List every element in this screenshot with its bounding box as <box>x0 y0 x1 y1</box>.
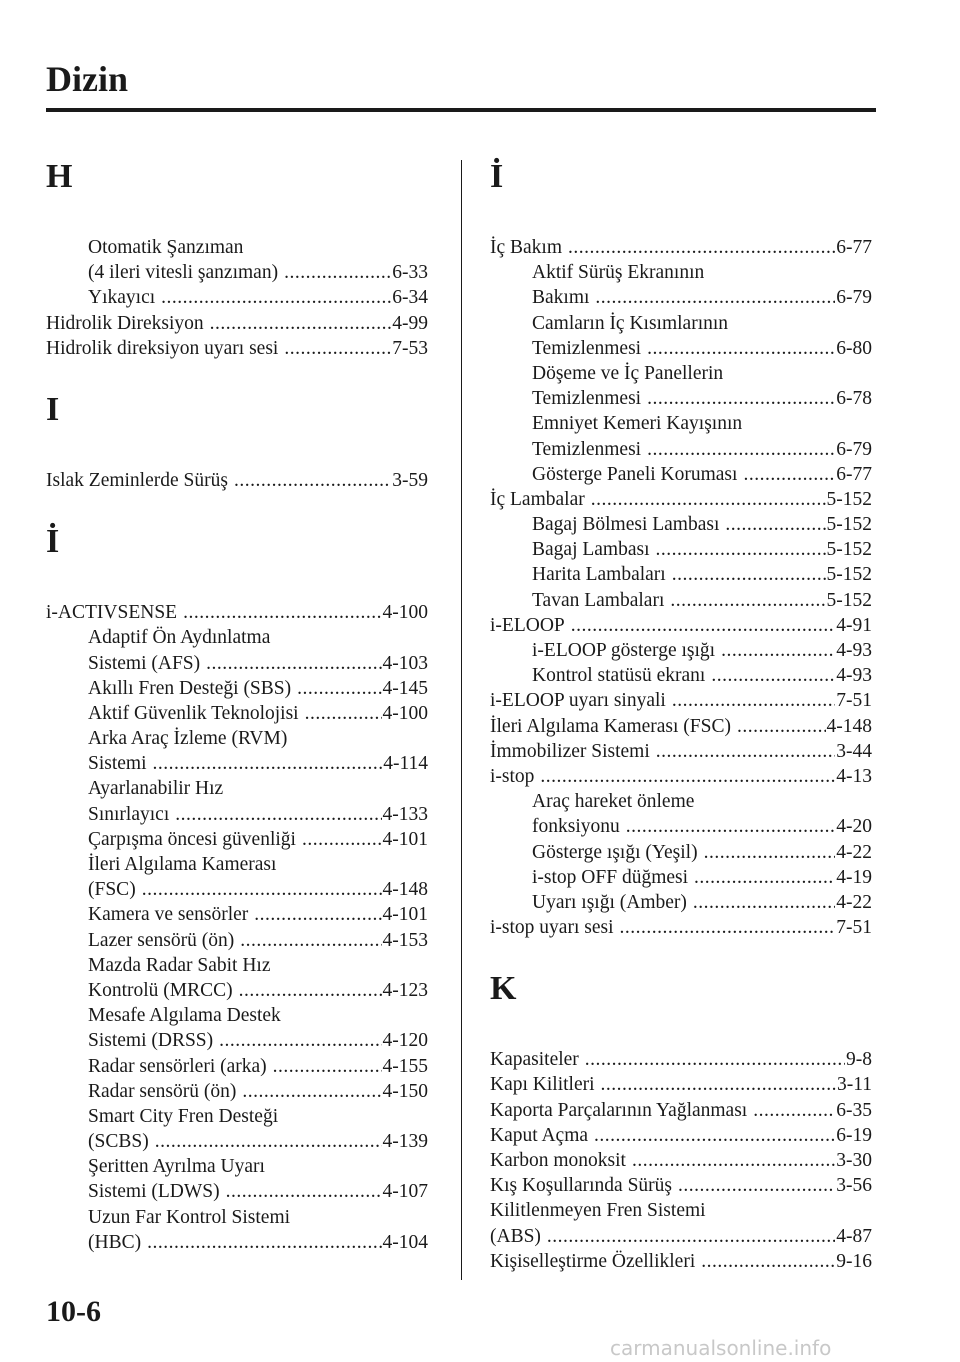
header-rule <box>46 108 876 112</box>
index-entry <box>490 1148 872 1173</box>
index-column-left <box>46 145 428 1255</box>
entry-label: i-stop uyarı sesi <box>490 917 614 939</box>
entry-label: İmmobilizer Sistemi <box>490 740 650 762</box>
index-entry <box>490 1173 872 1198</box>
dot-leader <box>240 928 381 953</box>
entry-page-ref: 6-77 <box>836 463 872 485</box>
index-subentry <box>46 1179 428 1204</box>
entry-page-ref: 4-93 <box>836 640 872 661</box>
entry-label: i-ACTIVSENSE <box>46 602 178 624</box>
dot-leader <box>242 1079 381 1104</box>
entry-label: Araç hareket önleme <box>532 791 695 813</box>
entry-label: Aktif Sürüş Ekranının <box>532 262 705 284</box>
dot-leader <box>547 1224 835 1249</box>
entry-label: İleri Algılama Kamerası (FSC) <box>490 715 731 737</box>
dot-leader <box>142 877 382 902</box>
entry-label: Bakımı <box>532 287 590 309</box>
dot-leader <box>647 336 835 361</box>
index-entry <box>490 1047 872 1072</box>
dot-leader <box>594 1123 835 1148</box>
entry-label: Döşeme ve İç Panellerin <box>532 362 724 384</box>
index-entry <box>46 336 428 361</box>
dot-leader <box>297 676 381 701</box>
entry-label: Sistemi (DRSS) <box>88 1030 214 1052</box>
index-subentry <box>46 285 428 310</box>
section-letter: İ <box>490 158 504 195</box>
entry-page-ref: 4-133 <box>382 803 428 825</box>
entry-label: Akıllı Fren Desteği (SBS) <box>88 677 292 699</box>
index-subentry <box>46 928 428 953</box>
index-entry <box>46 468 428 493</box>
index-section <box>46 392 428 508</box>
entry-page-ref: 4-107 <box>382 1181 428 1203</box>
entry-page-ref: 4-123 <box>382 979 428 1001</box>
index-subentry <box>490 562 872 587</box>
index-subentry <box>46 902 428 927</box>
entry-label: Ayarlanabilir Hız <box>88 778 224 800</box>
entry-label: (HBC) <box>88 1231 142 1253</box>
entry-label: Kilitlenmeyen Fren Sistemi <box>490 1200 706 1222</box>
dot-leader <box>305 701 382 726</box>
index-entry <box>490 915 872 940</box>
entry-label: Sistemi (AFS) <box>88 652 201 674</box>
index-section <box>490 159 872 955</box>
entry-label: Gösterge Paneli Koruması <box>532 463 738 485</box>
dot-leader <box>153 751 383 776</box>
dot-leader <box>694 865 835 890</box>
entry-label: Kış Koşullarında Sürüş <box>490 1175 672 1197</box>
section-letter: I <box>46 390 60 428</box>
entry-page-ref: 6-34 <box>392 287 428 309</box>
dot-leader <box>206 651 381 676</box>
entry-page-ref: 4-153 <box>382 929 428 951</box>
entry-page-ref: 3-59 <box>392 469 428 491</box>
entry-page-ref: 6-35 <box>836 1099 872 1121</box>
index-subentry <box>46 676 428 701</box>
index-subentry <box>490 814 872 839</box>
index-subentry <box>490 386 872 411</box>
dot-leader <box>585 1047 845 1072</box>
entry-page-ref: 6-77 <box>836 237 872 258</box>
entry-page-ref: 4-139 <box>382 1131 428 1153</box>
index-subentry <box>490 311 872 336</box>
dot-leader <box>647 386 835 411</box>
index-subentry <box>46 877 428 902</box>
dot-leader <box>656 739 835 764</box>
dot-leader <box>701 1249 835 1274</box>
entry-label: Çarpışma öncesi güvenliği <box>88 828 296 850</box>
entry-label: i-ELOOP <box>490 614 565 636</box>
watermark: carmanualsonline.info <box>610 1336 832 1360</box>
entry-label: i-stop <box>490 765 535 787</box>
index-subentry <box>46 701 428 726</box>
index-subentry <box>490 638 872 663</box>
entry-label: Kapasiteler <box>490 1049 579 1071</box>
index-entry <box>490 714 872 739</box>
entry-page-ref: 4-101 <box>382 828 428 850</box>
entry-page-ref: 4-13 <box>836 765 872 787</box>
index-subentry <box>490 411 872 436</box>
dot-leader <box>183 600 381 625</box>
index-subentry <box>46 651 428 676</box>
section-letter: H <box>46 158 73 195</box>
index-subentry <box>46 235 428 260</box>
entry-page-ref: 4-150 <box>382 1080 428 1102</box>
entry-label: Sınırlayıcı <box>88 803 170 825</box>
index-entry <box>490 1224 872 1249</box>
entry-page-ref: 3-11 <box>836 1074 872 1096</box>
entry-label: Kamera ve sensörler <box>88 904 249 926</box>
index-subentry <box>46 1028 428 1053</box>
index-subentry <box>46 776 428 801</box>
dot-leader <box>175 802 381 827</box>
entry-label: Kontrol statüsü ekranı <box>532 665 706 687</box>
entry-label: Sistemi (LDWS) <box>88 1181 220 1203</box>
dot-leader <box>210 311 392 336</box>
entry-page-ref: 5-152 <box>826 488 872 510</box>
entry-label: Emniyet Kemeri Kayışının <box>532 413 743 435</box>
index-subentry <box>490 890 872 915</box>
entry-label: İç Bakım <box>490 237 563 258</box>
section-gap <box>490 940 872 955</box>
dot-leader <box>672 688 835 713</box>
entry-label: Radar sensörleri (arka) <box>88 1055 267 1077</box>
index-entry <box>490 764 872 789</box>
entry-page-ref: 7-51 <box>836 690 872 712</box>
index-entry <box>490 613 872 638</box>
entry-page-ref: 4-104 <box>382 1231 428 1253</box>
dot-leader <box>721 638 835 663</box>
index-subentry <box>490 512 872 537</box>
entry-page-ref: 4-100 <box>382 602 428 624</box>
dot-leader <box>743 462 835 487</box>
index-entry <box>490 1072 872 1097</box>
entry-page-ref: 4-145 <box>382 677 428 699</box>
dot-leader <box>601 1072 836 1097</box>
index-subentry <box>46 751 428 776</box>
entry-page-ref: 4-87 <box>836 1225 872 1247</box>
index-entry <box>46 600 428 625</box>
index-subentry <box>46 953 428 978</box>
entry-label: Tavan Lambaları <box>532 589 665 611</box>
entry-page-ref: 6-79 <box>836 438 872 460</box>
dot-leader <box>161 285 391 310</box>
entry-page-ref: 4-22 <box>836 891 872 913</box>
entry-page-ref: 5-152 <box>826 589 872 611</box>
entry-page-ref: 6-80 <box>836 337 872 359</box>
entry-label: Uzun Far Kontrol Sistemi <box>88 1206 291 1228</box>
index-entry <box>490 1249 872 1274</box>
entry-label: Gösterge ışığı (Yeşil) <box>532 841 698 863</box>
entry-label: Radar sensörü (ön) <box>88 1080 237 1102</box>
entry-page-ref: 4-114 <box>383 753 428 775</box>
index-column-right <box>490 145 872 1274</box>
dot-leader <box>155 1129 382 1154</box>
entry-page-ref: 3-56 <box>836 1175 872 1197</box>
index-subentry <box>490 789 872 814</box>
dot-leader <box>711 663 835 688</box>
entry-label: (FSC) <box>88 879 136 901</box>
entry-label: Temizlenmesi <box>532 438 642 460</box>
entry-label: Hidrolik direksiyon uyarı sesi <box>46 337 279 359</box>
entry-page-ref: 4-120 <box>382 1030 428 1052</box>
index-subentry <box>46 726 428 751</box>
dot-leader <box>284 260 391 285</box>
entry-label: Camların İç Kısımlarının <box>532 312 729 334</box>
entry-page-ref: 4-22 <box>836 841 872 863</box>
index-subentry <box>46 978 428 1003</box>
index-subentry <box>46 1079 428 1104</box>
entry-page-ref: 7-51 <box>836 917 872 939</box>
index-subentry <box>490 462 872 487</box>
dot-leader <box>737 714 826 739</box>
index-subentry <box>490 285 872 310</box>
index-subentry <box>46 1003 428 1028</box>
dot-leader <box>753 1098 835 1123</box>
page-number: 10-6 <box>46 1295 101 1328</box>
dot-leader <box>591 487 826 512</box>
entry-label: i-ELOOP gösterge ışığı <box>532 640 716 661</box>
entry-page-ref: 4-148 <box>826 715 872 737</box>
dot-leader <box>568 235 835 260</box>
entry-label: Sistemi <box>88 753 147 775</box>
dot-leader <box>725 512 825 537</box>
index-section <box>46 524 428 1255</box>
index-subentry <box>490 663 872 688</box>
index-subentry <box>46 260 428 285</box>
dot-leader <box>147 1230 381 1255</box>
entry-label: fonksiyonu <box>532 816 620 838</box>
index-subentry <box>46 1154 428 1179</box>
entry-label: Bagaj Bölmesi Lambası <box>532 514 720 536</box>
entry-page-ref: 4-100 <box>382 702 428 724</box>
index-subentry <box>46 827 428 852</box>
dot-leader <box>656 537 826 562</box>
index-subentry <box>46 1129 428 1154</box>
section-letter: İ <box>46 523 60 561</box>
entry-page-ref: 6-78 <box>836 388 872 410</box>
entry-label: Hidrolik Direksiyon <box>46 312 204 334</box>
entry-page-ref: 5-152 <box>826 564 872 586</box>
entry-label: Otomatik Şanzıman <box>88 237 244 258</box>
index-subentry <box>46 802 428 827</box>
index-subentry <box>46 625 428 650</box>
dot-leader <box>226 1179 382 1204</box>
index-subentry <box>490 865 872 890</box>
section-gap <box>46 493 428 508</box>
index-entry <box>490 487 872 512</box>
entry-label: Mazda Radar Sabit Hız <box>88 954 271 976</box>
entry-label: (SCBS) <box>88 1131 149 1153</box>
entry-label: Harita Lambaları <box>532 564 666 586</box>
entry-label: Mesafe Algılama Destek <box>88 1005 281 1027</box>
index-section <box>46 159 428 376</box>
column-divider <box>461 160 462 1280</box>
index-entry <box>490 1098 872 1123</box>
entry-page-ref: 4-148 <box>382 879 428 901</box>
entry-page-ref: 4-101 <box>382 904 428 926</box>
entry-page-ref: 3-44 <box>836 740 872 762</box>
dot-leader <box>626 814 836 839</box>
index-entry <box>490 739 872 764</box>
dot-leader <box>239 978 382 1003</box>
dot-leader <box>302 827 382 852</box>
entry-page-ref: 4-99 <box>392 312 428 334</box>
entry-label: Smart City Fren Desteği <box>88 1105 279 1127</box>
dot-leader <box>595 285 835 310</box>
entry-label: Kontrolü (MRCC) <box>88 979 233 1001</box>
index-subentry <box>490 840 872 865</box>
entry-page-ref: 6-19 <box>836 1124 872 1146</box>
entry-page-ref: 4-103 <box>382 652 428 674</box>
entry-label: Yıkayıcı <box>88 287 156 309</box>
entry-label: Arka Araç İzleme (RVM) <box>88 728 288 750</box>
index-subentry <box>490 437 872 462</box>
index-entry <box>490 688 872 713</box>
index-subentry <box>490 260 872 285</box>
entry-label: (4 ileri vitesli şanzıman) <box>88 262 279 284</box>
index-entry <box>46 311 428 336</box>
index-subentry <box>490 361 872 386</box>
page-title: Dizin <box>46 59 129 99</box>
dot-leader <box>234 468 391 493</box>
entry-label: i-stop OFF düğmesi <box>532 866 689 888</box>
entry-label: Uyarı ışığı (Amber) <box>532 891 687 913</box>
entry-label: Adaptif Ön Aydınlatma <box>88 627 271 649</box>
entry-page-ref: 7-53 <box>392 337 428 359</box>
index-subentry <box>46 1104 428 1129</box>
entry-page-ref: 4-20 <box>836 816 872 838</box>
index-entry <box>490 235 872 260</box>
entry-page-ref: 4-19 <box>836 866 872 888</box>
entry-label: İleri Algılama Kamerası <box>88 854 277 875</box>
index-subentry <box>46 1054 428 1079</box>
entry-label: Temizlenmesi <box>532 337 642 359</box>
dot-leader <box>219 1028 381 1053</box>
index-subentry <box>490 336 872 361</box>
entry-page-ref: 5-152 <box>826 514 872 536</box>
dot-leader <box>704 840 836 865</box>
index-entry <box>490 1123 872 1148</box>
entry-label: İç Lambalar <box>490 488 585 510</box>
entry-label: Aktif Güvenlik Teknolojisi <box>88 702 299 724</box>
entry-page-ref: 3-30 <box>836 1150 872 1171</box>
entry-label: Lazer sensörü (ön) <box>88 929 235 951</box>
entry-page-ref: 5-152 <box>826 539 872 561</box>
entry-page-ref: 9-16 <box>836 1250 872 1272</box>
entry-label: Şeritten Ayrılma Uyarı <box>88 1156 265 1178</box>
dot-leader <box>284 336 391 361</box>
entry-label: Bagaj Lambası <box>532 539 650 561</box>
entry-label: Islak Zeminlerde Sürüş <box>46 469 228 491</box>
entry-label: Kaput Açma <box>490 1124 589 1146</box>
entry-page-ref: 6-79 <box>836 287 872 309</box>
entry-label: (ABS) <box>490 1225 541 1247</box>
dot-leader <box>693 890 835 915</box>
entry-page-ref: 9-8 <box>846 1049 872 1071</box>
dot-leader <box>619 915 835 940</box>
entry-label: Kaporta Parçalarının Yağlanması <box>490 1099 748 1121</box>
index-subentry <box>46 852 428 877</box>
index-subentry <box>490 588 872 613</box>
dot-leader <box>540 764 835 789</box>
entry-label: Karbon monoksit <box>490 1150 626 1171</box>
entry-label: i-ELOOP uyarı sinyali <box>490 690 666 712</box>
entry-page-ref: 6-33 <box>392 262 428 284</box>
dot-leader <box>632 1148 835 1173</box>
entry-label: Kapı Kilitleri <box>490 1074 595 1096</box>
index-subentry <box>46 1205 428 1230</box>
section-letter: K <box>490 970 517 1008</box>
dot-leader <box>571 613 836 638</box>
dot-leader <box>647 437 835 462</box>
index-subentry <box>46 1230 428 1255</box>
dot-leader <box>273 1054 382 1079</box>
entry-page-ref: 4-155 <box>382 1055 428 1077</box>
entry-label: Temizlenmesi <box>532 388 642 410</box>
index-subentry <box>490 537 872 562</box>
section-gap <box>46 361 428 376</box>
entry-page-ref: 4-91 <box>836 614 872 636</box>
entry-label: Kişiselleştirme Özellikleri <box>490 1250 696 1272</box>
dot-leader <box>670 588 825 613</box>
index-section <box>490 971 872 1274</box>
entry-page-ref: 4-93 <box>836 665 872 687</box>
index-entry <box>490 1198 872 1223</box>
dot-leader <box>254 902 381 927</box>
dot-leader <box>672 562 826 587</box>
dot-leader <box>678 1173 835 1198</box>
